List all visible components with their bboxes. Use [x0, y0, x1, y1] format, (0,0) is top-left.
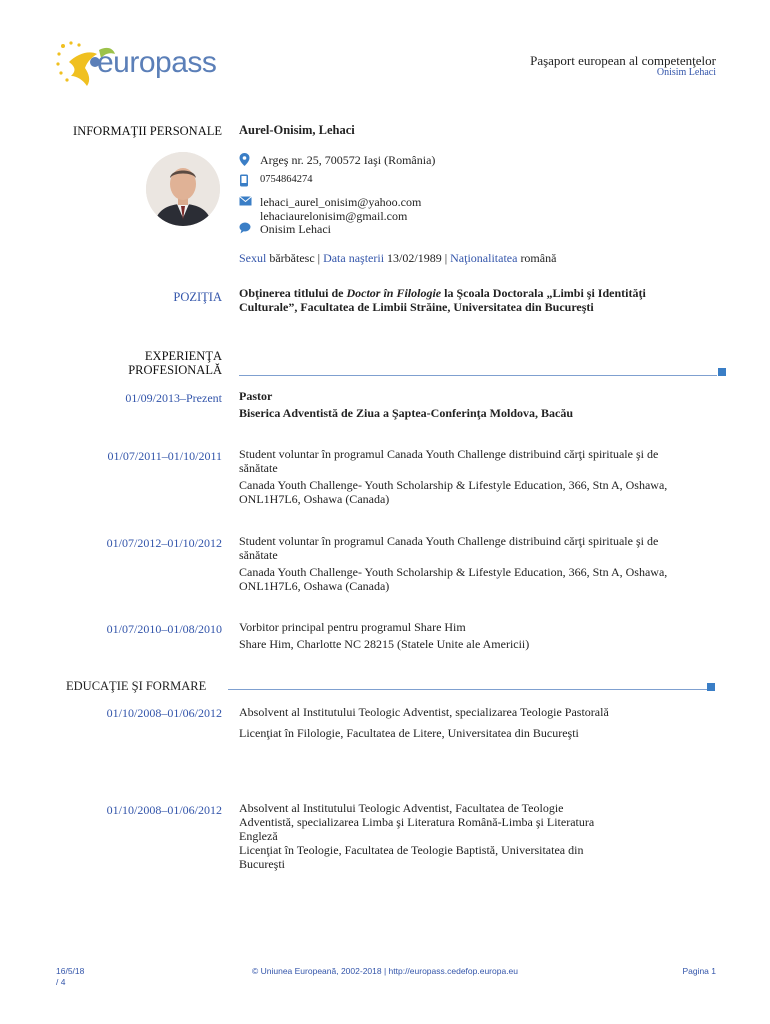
- experience-label-line2: PROFESIONALĂ: [128, 363, 222, 377]
- experience-label: [62, 349, 222, 377]
- address-text: Argeş nr. 25, 700572 Iaşi (România): [260, 153, 436, 167]
- exp-3-org-l1: Canada Youth Challenge- Youth Scholarship & Lifestyle Education, 366, Stn A, Oshawa,: [239, 565, 668, 579]
- exp-3-org-l2: ONL1H7L6, Oshawa (Canada): [239, 579, 390, 593]
- exp-3-entry: [239, 534, 709, 593]
- europass-logo: [55, 40, 230, 90]
- dob-value: 13/02/1989: [387, 251, 442, 265]
- experience-label-line1: EXPERIENŢA: [144, 349, 222, 363]
- footer-copyright[interactable]: © Uniunea Europeană, 2002-2018 | http://europass.cedefop.europa.eu: [251, 966, 519, 976]
- personal-info-label: INFORMAŢII PERSONALE: [73, 124, 222, 138]
- edu-1-date: 01/10/2008–01/06/2012: [106, 706, 222, 720]
- exp-3-date: 01/07/2012–01/10/2012: [106, 536, 222, 550]
- exp-4-title: Vorbitor principal pentru programul Share Him: [239, 620, 466, 634]
- exp-1-date: 01/09/2013–Prezent: [125, 391, 222, 405]
- education-label: EDUCAŢIE ŞI FORMARE: [66, 679, 207, 693]
- nationality-label: Naţionalitatea: [450, 251, 518, 265]
- position-text: [239, 286, 709, 314]
- position-line2: Culturale”, Facultatea de Limbii Străine, Universitatea din Bucureşti: [239, 300, 594, 314]
- exp-2-title-l2: sănătate: [239, 461, 278, 475]
- edu-2-line2: Adventistă, specializarea Limba şi Literatura Română-Limba şi Literatura: [239, 815, 595, 829]
- edu-2-line3: Engleză: [239, 829, 278, 843]
- education-divider-square: [707, 683, 715, 691]
- education-divider: [228, 689, 708, 690]
- exp-1-title: Pastor: [239, 389, 273, 403]
- nationality-value: română: [520, 251, 557, 265]
- footer-date-text: 16/5/18: [56, 966, 85, 976]
- position-line1-italic: Doctor în Filologie: [346, 286, 442, 300]
- exp-2-org-l1: Canada Youth Challenge- Youth Scholarship & Lifestyle Education, 366, Stn A, Oshawa,: [239, 478, 668, 492]
- person-name: Aurel-Onisim, Lehaci: [239, 123, 355, 137]
- messenger-row: [239, 222, 331, 238]
- location-pin-icon: [239, 153, 252, 170]
- sex-label: Sexul: [239, 251, 267, 265]
- edu-2-entry: [239, 801, 639, 871]
- email-envelope-icon: [239, 195, 252, 210]
- exp-4-org: Share Him, Charlotte NC 28215 (Statele Unite ale Americii): [239, 637, 530, 651]
- email-row: [239, 195, 421, 224]
- phone-row: [239, 174, 313, 190]
- exp-4-entry: [239, 620, 709, 651]
- sex-value: bărbătesc: [269, 251, 315, 265]
- edu-2-date: 01/10/2008–01/06/2012: [106, 803, 222, 817]
- chat-bubble-icon: [239, 222, 252, 238]
- address-row: [239, 153, 435, 170]
- experience-divider-square: [718, 368, 726, 376]
- separator: |: [444, 251, 448, 265]
- edu-2-line5: Bucureşti: [239, 857, 285, 871]
- document-title: Paşaport european al competenţelor: [530, 53, 716, 68]
- exp-2-entry: [239, 447, 709, 506]
- exp-3-title-l1: Student voluntar în programul Canada Youth Challenge distribuind cărţi spirituale şi de: [239, 534, 659, 548]
- mobile-phone-icon: [239, 174, 252, 190]
- phone-text[interactable]: 0754864274: [260, 174, 313, 185]
- edu-1-line2: Licenţiat în Filologie, Facultatea de Litere, Universitatea din Bucureşti: [239, 726, 579, 740]
- footer-page-of: / 4: [56, 977, 66, 987]
- exp-2-date: 01/07/2011–01/10/2011: [107, 449, 222, 463]
- personal-details-line: [239, 251, 709, 265]
- email-primary[interactable]: lehaci_aurel_onisim@yahoo.com: [260, 195, 422, 209]
- logo-wordmark: europass: [97, 46, 217, 79]
- position-line1-start: Obţinerea titlului de: [239, 286, 347, 300]
- exp-2-title-l1: Student voluntar în programul Canada Youth Challenge distribuind cărţi spirituale şi de: [239, 447, 659, 461]
- position-line1-end: la Şcoala Doctorala „Limbi şi Identităţi: [441, 286, 646, 300]
- position-label: POZIŢIA: [173, 290, 222, 304]
- exp-1-org: Biserica Adventistă de Ziua a Şaptea-Conferinţa Moldova, Bacău: [239, 406, 574, 420]
- email-secondary[interactable]: lehaciaurelonisim@gmail.com: [260, 209, 408, 223]
- footer-page-number: Pagina 1: [682, 966, 716, 976]
- owner-name: Onisim Lehaci: [656, 67, 716, 78]
- profile-photo: [146, 152, 220, 226]
- edu-1-line1: Absolvent al Institutului Teologic Adventist, specializarea Teologie Pastorală: [239, 705, 609, 719]
- exp-3-title-l2: sănătate: [239, 548, 278, 562]
- dob-label: Data naşterii: [323, 251, 385, 265]
- separator: |: [317, 251, 321, 265]
- edu-2-line1: Absolvent al Institutului Teologic Adventist, Facultatea de Teologie: [239, 801, 564, 815]
- exp-2-org-l2: ONL1H7L6, Oshawa (Canada): [239, 492, 390, 506]
- messenger-text: Onisim Lehaci: [260, 222, 331, 236]
- exp-1-entry: [239, 389, 709, 420]
- experience-divider: [239, 375, 717, 376]
- edu-2-line4: Licenţiat în Teologie, Facultatea de Teologie Baptistă, Universitatea din: [239, 843, 584, 857]
- edu-1-entry: [239, 705, 709, 740]
- exp-4-date: 01/07/2010–01/08/2010: [106, 622, 222, 636]
